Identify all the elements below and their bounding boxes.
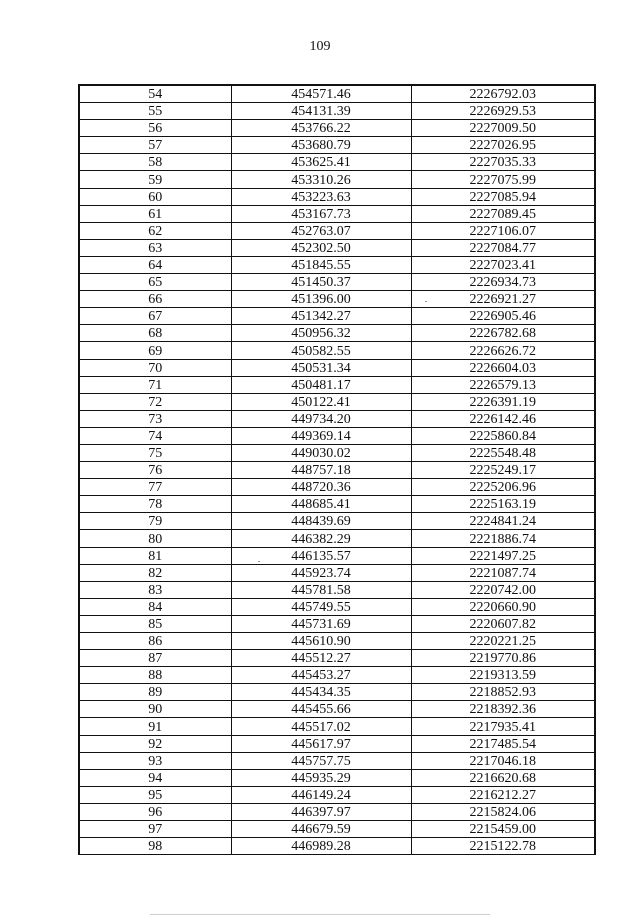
y-coordinate-cell: 2226142.46 (411, 410, 595, 427)
y-coordinate-cell: 2218392.36 (411, 701, 595, 718)
y-coordinate-cell: 2217046.18 (411, 752, 595, 769)
y-coordinate-cell: 2226579.13 (411, 376, 595, 393)
x-coordinate-cell: 446382.29 (231, 530, 411, 547)
x-coordinate-cell: 445749.55 (231, 598, 411, 615)
x-coordinate-cell: 445781.58 (231, 581, 411, 598)
y-coordinate-cell: 2215459.00 (411, 821, 595, 838)
y-coordinate-cell: 2215824.06 (411, 803, 595, 820)
y-coordinate-cell: 2227035.33 (411, 154, 595, 171)
table-row (79, 718, 595, 735)
page-bottom-rule (150, 914, 490, 915)
y-coordinate-cell: 2219770.86 (411, 650, 595, 667)
table-row (79, 547, 595, 564)
table-row (79, 342, 595, 359)
y-coordinate-cell: 2215122.78 (411, 838, 595, 855)
table-row (79, 581, 595, 598)
point-number-cell: 86 (79, 633, 231, 650)
table-row (79, 513, 595, 530)
x-coordinate-cell: 453625.41 (231, 154, 411, 171)
y-coordinate-cell: 2227023.41 (411, 256, 595, 273)
y-coordinate-cell: 2226391.19 (411, 393, 595, 410)
x-coordinate-cell: 448757.18 (231, 462, 411, 479)
table-row (79, 256, 595, 273)
point-number-cell: 71 (79, 376, 231, 393)
point-number-cell: 59 (79, 171, 231, 188)
y-coordinate-cell: 2225548.48 (411, 444, 595, 461)
y-coordinate-cell: 2218852.93 (411, 684, 595, 701)
point-number-cell: 57 (79, 137, 231, 154)
x-coordinate-cell: 453766.22 (231, 120, 411, 137)
point-number-cell: 92 (79, 735, 231, 752)
point-number-cell: 82 (79, 564, 231, 581)
table-row (79, 205, 595, 222)
table-row (79, 393, 595, 410)
y-coordinate-cell: 2225249.17 (411, 462, 595, 479)
y-coordinate-cell: 2226782.68 (411, 325, 595, 342)
table-row (79, 154, 595, 171)
x-coordinate-cell: 450531.34 (231, 359, 411, 376)
x-coordinate-cell: 445512.27 (231, 650, 411, 667)
point-number-cell: 67 (79, 308, 231, 325)
x-coordinate-cell: 454131.39 (231, 103, 411, 120)
point-number-cell: 79 (79, 513, 231, 530)
table-row (79, 120, 595, 137)
point-number-cell: 56 (79, 120, 231, 137)
y-coordinate-cell: 2220742.00 (411, 581, 595, 598)
table-row (79, 188, 595, 205)
table-row (79, 274, 595, 291)
y-coordinate-cell: 2221497.25 (411, 547, 595, 564)
y-coordinate-cell: 2225206.96 (411, 479, 595, 496)
x-coordinate-cell: 450481.17 (231, 376, 411, 393)
y-coordinate-cell: 2220660.90 (411, 598, 595, 615)
point-number-cell: 97 (79, 821, 231, 838)
y-coordinate-cell: 2227089.45 (411, 205, 595, 222)
y-coordinate-cell: 2227026.95 (411, 137, 595, 154)
point-number-cell: 55 (79, 103, 231, 120)
point-number-cell: 94 (79, 769, 231, 786)
point-number-cell: 87 (79, 650, 231, 667)
x-coordinate-cell: 445517.02 (231, 718, 411, 735)
y-coordinate-cell: 2220221.25 (411, 633, 595, 650)
point-number-cell: 69 (79, 342, 231, 359)
y-coordinate-cell: 2220607.82 (411, 615, 595, 632)
page-number: 109 (309, 39, 331, 54)
y-coordinate-cell: 2225860.84 (411, 427, 595, 444)
point-number-cell: 84 (79, 598, 231, 615)
x-coordinate-cell: 454571.46 (231, 85, 411, 103)
x-coordinate-cell: 453310.26 (231, 171, 411, 188)
y-coordinate-cell: 2227009.50 (411, 120, 595, 137)
x-coordinate-cell: 448439.69 (231, 513, 411, 530)
scan-speck (425, 301, 427, 302)
point-number-cell: 75 (79, 444, 231, 461)
y-coordinate-cell: 2216620.68 (411, 769, 595, 786)
point-number-cell: 72 (79, 393, 231, 410)
table-row (79, 137, 595, 154)
x-coordinate-cell: 445455.66 (231, 701, 411, 718)
point-number-cell: 61 (79, 205, 231, 222)
point-number-cell: 81 (79, 547, 231, 564)
x-coordinate-cell: 446679.59 (231, 821, 411, 838)
x-coordinate-cell: 445731.69 (231, 615, 411, 632)
y-coordinate-cell: 2226929.53 (411, 103, 595, 120)
y-coordinate-cell: 2217935.41 (411, 718, 595, 735)
point-number-cell: 83 (79, 581, 231, 598)
y-coordinate-cell: 2217485.54 (411, 735, 595, 752)
x-coordinate-cell: 446397.97 (231, 803, 411, 820)
table-row (79, 530, 595, 547)
table-row (79, 803, 595, 820)
x-coordinate-cell: 450956.32 (231, 325, 411, 342)
y-coordinate-cell: 2219313.59 (411, 667, 595, 684)
coordinates-table (78, 84, 596, 855)
y-coordinate-cell: 2221886.74 (411, 530, 595, 547)
y-coordinate-cell: 2224841.24 (411, 513, 595, 530)
y-coordinate-cell: 2226792.03 (411, 85, 595, 103)
point-number-cell: 65 (79, 274, 231, 291)
table-row (79, 838, 595, 855)
table-row (79, 239, 595, 256)
x-coordinate-cell: 452302.50 (231, 239, 411, 256)
table-row (79, 821, 595, 838)
y-coordinate-cell: 2226934.73 (411, 274, 595, 291)
x-coordinate-cell: 446135.57 (231, 547, 411, 564)
x-coordinate-cell: 450122.41 (231, 393, 411, 410)
point-number-cell: 66 (79, 291, 231, 308)
x-coordinate-cell: 452763.07 (231, 222, 411, 239)
point-number-cell: 88 (79, 667, 231, 684)
table-row (79, 376, 595, 393)
point-number-cell: 85 (79, 615, 231, 632)
point-number-cell: 91 (79, 718, 231, 735)
scan-speck (258, 561, 260, 562)
table-row (79, 325, 595, 342)
x-coordinate-cell: 450582.55 (231, 342, 411, 359)
table-row (79, 462, 595, 479)
point-number-cell: 54 (79, 85, 231, 103)
x-coordinate-cell: 445453.27 (231, 667, 411, 684)
x-coordinate-cell: 448685.41 (231, 496, 411, 513)
x-coordinate-cell: 446149.24 (231, 786, 411, 803)
point-number-cell: 77 (79, 479, 231, 496)
table-row (79, 735, 595, 752)
y-coordinate-cell: 2225163.19 (411, 496, 595, 513)
x-coordinate-cell: 449734.20 (231, 410, 411, 427)
table-row (79, 615, 595, 632)
table-row (79, 359, 595, 376)
point-number-cell: 73 (79, 410, 231, 427)
x-coordinate-cell: 446989.28 (231, 838, 411, 855)
point-number-cell: 78 (79, 496, 231, 513)
y-coordinate-cell: 2227084.77 (411, 239, 595, 256)
point-number-cell: 95 (79, 786, 231, 803)
table-row (79, 479, 595, 496)
y-coordinate-cell: 2227075.99 (411, 171, 595, 188)
x-coordinate-cell: 449369.14 (231, 427, 411, 444)
x-coordinate-cell: 453680.79 (231, 137, 411, 154)
y-coordinate-cell: 2226604.03 (411, 359, 595, 376)
point-number-cell: 80 (79, 530, 231, 547)
table-row (79, 752, 595, 769)
point-number-cell: 63 (79, 239, 231, 256)
x-coordinate-cell: 453167.73 (231, 205, 411, 222)
point-number-cell: 98 (79, 838, 231, 855)
table-row (79, 564, 595, 581)
point-number-cell: 93 (79, 752, 231, 769)
x-coordinate-cell: 445610.90 (231, 633, 411, 650)
y-coordinate-cell: 2221087.74 (411, 564, 595, 581)
table-row (79, 701, 595, 718)
point-number-cell: 89 (79, 684, 231, 701)
table-row (79, 291, 595, 308)
table-row (79, 786, 595, 803)
table-row (79, 222, 595, 239)
point-number-cell: 70 (79, 359, 231, 376)
x-coordinate-cell: 451450.37 (231, 274, 411, 291)
point-number-cell: 58 (79, 154, 231, 171)
table-row (79, 633, 595, 650)
point-number-cell: 64 (79, 256, 231, 273)
x-coordinate-cell: 445757.75 (231, 752, 411, 769)
table-row (79, 171, 595, 188)
table-row (79, 308, 595, 325)
x-coordinate-cell: 451845.55 (231, 256, 411, 273)
y-coordinate-cell: 2227106.07 (411, 222, 595, 239)
point-number-cell: 96 (79, 803, 231, 820)
y-coordinate-cell: 2226921.27 (411, 291, 595, 308)
table-row (79, 769, 595, 786)
y-coordinate-cell: 2227085.94 (411, 188, 595, 205)
table-row (79, 496, 595, 513)
point-number-cell: 68 (79, 325, 231, 342)
table-row (79, 667, 595, 684)
x-coordinate-cell: 445617.97 (231, 735, 411, 752)
point-number-cell: 90 (79, 701, 231, 718)
x-coordinate-cell: 445923.74 (231, 564, 411, 581)
table-row (79, 598, 595, 615)
table-row (79, 684, 595, 701)
coordinates-table-body (79, 85, 595, 855)
point-number-cell: 76 (79, 462, 231, 479)
y-coordinate-cell: 2226626.72 (411, 342, 595, 359)
table-row (79, 427, 595, 444)
x-coordinate-cell: 451342.27 (231, 308, 411, 325)
table-row (79, 85, 595, 103)
table-row (79, 650, 595, 667)
table-row (79, 410, 595, 427)
point-number-cell: 74 (79, 427, 231, 444)
x-coordinate-cell: 449030.02 (231, 444, 411, 461)
x-coordinate-cell: 445434.35 (231, 684, 411, 701)
y-coordinate-cell: 2226905.46 (411, 308, 595, 325)
point-number-cell: 60 (79, 188, 231, 205)
x-coordinate-cell: 451396.00 (231, 291, 411, 308)
x-coordinate-cell: 453223.63 (231, 188, 411, 205)
table-row (79, 103, 595, 120)
table-row (79, 444, 595, 461)
x-coordinate-cell: 448720.36 (231, 479, 411, 496)
point-number-cell: 62 (79, 222, 231, 239)
x-coordinate-cell: 445935.29 (231, 769, 411, 786)
y-coordinate-cell: 2216212.27 (411, 786, 595, 803)
